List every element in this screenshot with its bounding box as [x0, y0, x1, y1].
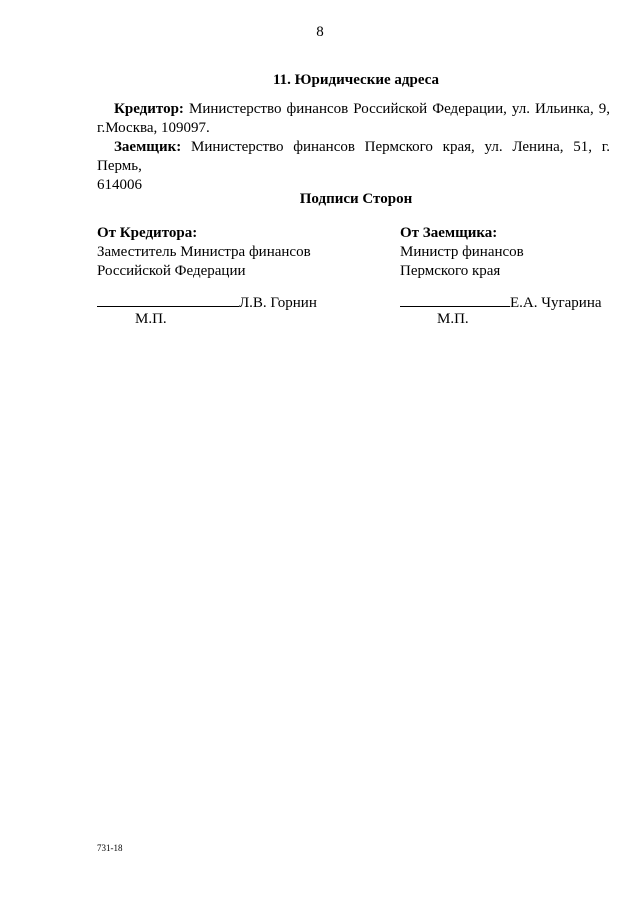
creditor-address-line1: [97, 100, 610, 119]
borrower-label: Заемщик:: [114, 139, 182, 155]
creditor-signature-line: [97, 292, 239, 307]
signatures-title: Подписи Сторон: [299, 191, 413, 207]
borrower-position-line2: Пермского края: [400, 263, 501, 279]
creditor-heading: От Кредитора:: [97, 225, 198, 241]
creditor-signer-name: Л.В. Горнин: [239, 295, 317, 311]
creditor-address-line2: г.Москва, 109097.: [97, 120, 210, 136]
borrower-signature-block: [400, 224, 620, 281]
borrower-position-line1: Министр финансов: [400, 244, 524, 260]
section-title: 11. Юридические адреса: [272, 72, 440, 88]
creditor-position-line2: Российской Федерации: [97, 263, 246, 279]
borrower-heading: От Заемщика:: [400, 225, 498, 241]
borrower-address-text: Министерство финансов Пермского края, ул. Ленина, 51, г. Пермь,: [97, 139, 610, 174]
creditor-stamp-place: М.П.: [135, 311, 167, 327]
creditor-sign-row: [97, 292, 317, 313]
borrower-address: [97, 138, 610, 195]
borrower-sign-row: [400, 292, 602, 313]
borrower-signer-name: Е.А. Чугарина: [510, 295, 602, 311]
borrower-signature-line: [400, 292, 510, 307]
document-code: 731-18: [97, 843, 123, 853]
borrower-address-line1: [97, 138, 610, 176]
creditor-position-line1: Заместитель Министра финансов: [97, 244, 311, 260]
creditor-signature-block: [97, 224, 377, 281]
creditor-label: Кредитор:: [114, 101, 184, 117]
borrower-address-line2: 614006: [97, 177, 142, 193]
borrower-stamp-place: М.П.: [437, 311, 469, 327]
page-number: 8: [316, 24, 324, 40]
creditor-address: [97, 100, 610, 138]
creditor-address-text: Министерство финансов Российской Федерации, ул. Ильинка, 9,: [188, 101, 611, 117]
